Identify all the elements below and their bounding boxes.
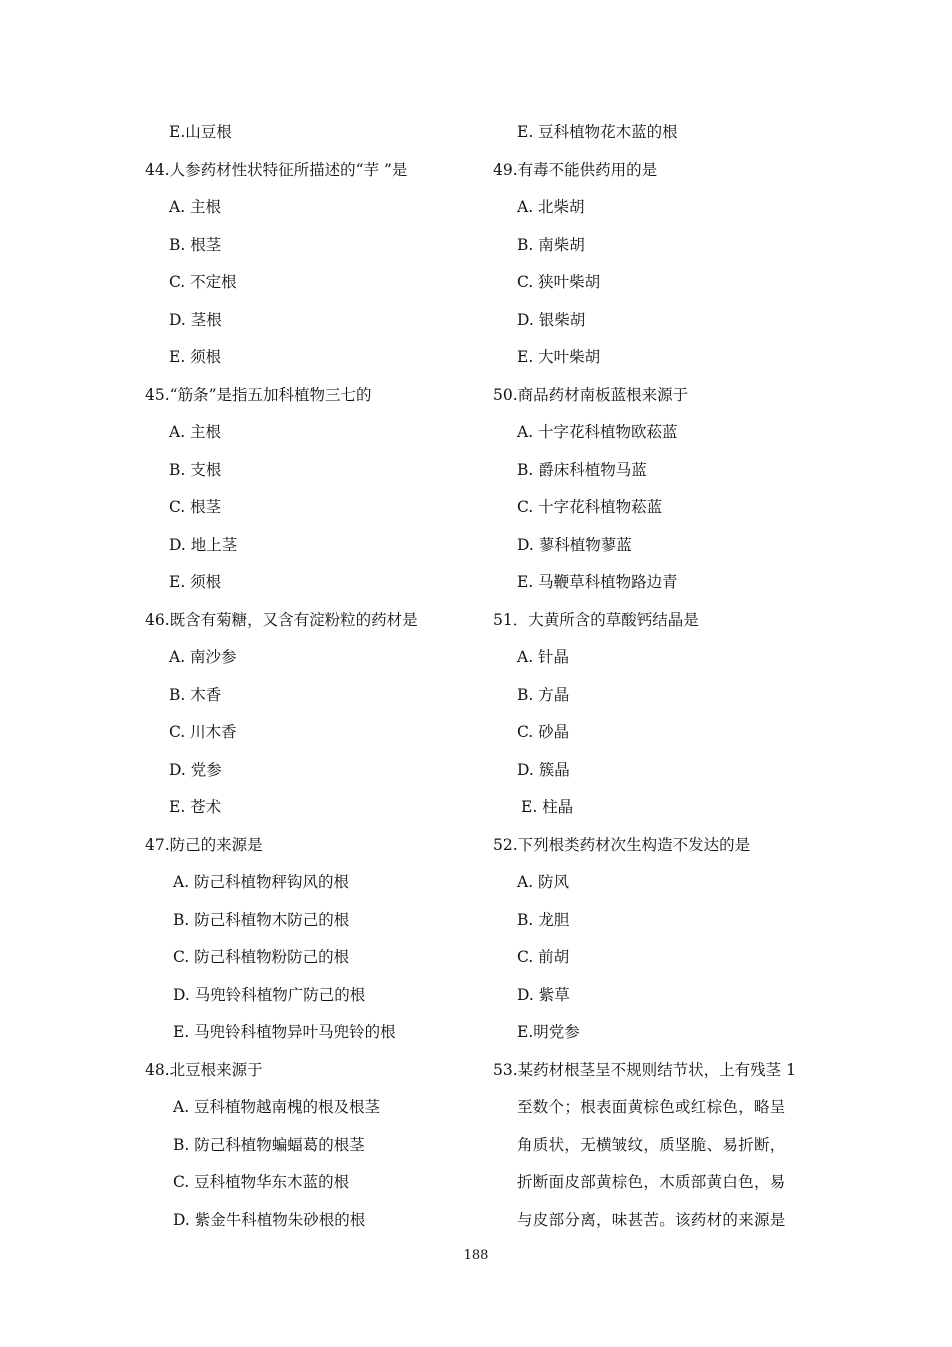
answer-option: B. 支根	[169, 460, 222, 479]
answer-option: D. 簇晶	[517, 760, 570, 779]
answer-option: D. 马兜铃科植物广防己的根	[173, 985, 366, 1004]
answer-option: C. 不定根	[169, 273, 237, 291]
answer-option: A. 主根	[169, 198, 222, 216]
answer-option: E. 须根	[169, 348, 222, 366]
question-stem: 47.防己的来源是	[145, 835, 263, 854]
answer-option: E. 马兜铃科植物异叶马兜铃的根	[173, 1023, 396, 1041]
answer-option: A. 防己科植物秤钩风的根	[173, 873, 350, 891]
answer-option: E. 豆科植物花木蓝的根	[517, 123, 678, 141]
question-stem: 52.下列根类药材次生构造不发达的是	[493, 835, 751, 854]
answer-option: A. 北柴胡	[517, 198, 585, 216]
question-stem: 53.某药材根茎呈不规则结节状，上有残茎 1	[493, 1060, 796, 1079]
question-stem: 46.既含有菊糖，又含有淀粉粒的药材是	[145, 610, 418, 629]
question-stem: 44.人参药材性状特征所描述的“芋 ”是	[145, 160, 408, 179]
answer-option: D. 蓼科植物蓼蓝	[517, 535, 632, 554]
page-number: 188	[463, 1248, 489, 1263]
answer-option: C. 川木香	[169, 723, 237, 741]
answer-option: B. 龙胆	[517, 910, 570, 929]
answer-option: C. 防己科植物粉防己的根	[173, 948, 350, 966]
answer-option: B. 方晶	[517, 685, 570, 704]
question-stem: 48.北豆根来源于	[145, 1060, 263, 1079]
answer-option: B. 根茎	[169, 235, 222, 254]
answer-option: D. 地上茎	[169, 535, 238, 554]
answer-option: C. 砂晶	[517, 723, 570, 741]
answer-option: D. 紫金牛科植物朱砂根的根	[173, 1210, 366, 1229]
answer-option: C. 狭叶柴胡	[517, 273, 601, 291]
question-stem-continuation: 至数个；根表面黄棕色或红棕色，略呈	[517, 1098, 786, 1116]
question-stem-continuation: 折断面皮部黄棕色，木质部黄白色，易	[517, 1173, 786, 1191]
answer-option: A. 十字花科植物欧菘蓝	[517, 423, 678, 441]
question-stem: 51．大黄所含的草酸钙结晶是	[493, 610, 699, 629]
answer-option: E.明党参	[517, 1023, 580, 1041]
right-column	[493, 114, 823, 1239]
answer-option: E. 马鞭草科植物路边青	[517, 573, 678, 591]
answer-option: E. 苍术	[169, 798, 222, 816]
answer-option: B. 防己科植物木防己的根	[173, 910, 350, 929]
answer-option: D. 党参	[169, 760, 222, 779]
answer-option: B. 防己科植物蝙蝠葛的根茎	[173, 1135, 365, 1154]
question-stem: 45.“筋条”是指五加科植物三七的	[145, 385, 372, 404]
answer-option: D. 紫草	[517, 985, 570, 1004]
answer-option: A. 防风	[517, 873, 570, 891]
answer-option: C. 根茎	[169, 498, 222, 516]
answer-option: E. 大叶柴胡	[517, 348, 601, 366]
question-stem-continuation: 与皮部分离，味甚苦。该药材的来源是	[517, 1210, 786, 1229]
answer-option: B. 爵床科植物马蓝	[517, 460, 647, 479]
answer-option: C. 豆科植物华东木蓝的根	[173, 1173, 350, 1191]
question-stem: 50.商品药材南板蓝根来源于	[493, 385, 689, 404]
answer-option: B. 木香	[169, 685, 222, 704]
answer-option: D. 银柴胡	[517, 310, 586, 329]
answer-option: E. 柱晶	[521, 798, 574, 816]
answer-option: C. 前胡	[517, 948, 570, 966]
answer-option: A. 南沙参	[169, 648, 237, 666]
answer-option: D. 茎根	[169, 310, 222, 329]
answer-option: E.山豆根	[169, 123, 232, 141]
answer-option: A. 针晶	[517, 648, 570, 666]
answer-option: A. 主根	[169, 423, 222, 441]
question-stem: 49.有毒不能供药用的是	[493, 160, 658, 179]
answer-option: E. 须根	[169, 573, 222, 591]
left-column	[145, 114, 475, 1239]
answer-option: B. 南柴胡	[517, 235, 585, 254]
answer-option: C. 十字花科植物菘蓝	[517, 498, 663, 516]
question-stem-continuation: 角质状，无横皱纹，质坚脆、易折断，	[517, 1135, 786, 1154]
answer-option: A. 豆科植物越南槐的根及根茎	[173, 1098, 381, 1116]
